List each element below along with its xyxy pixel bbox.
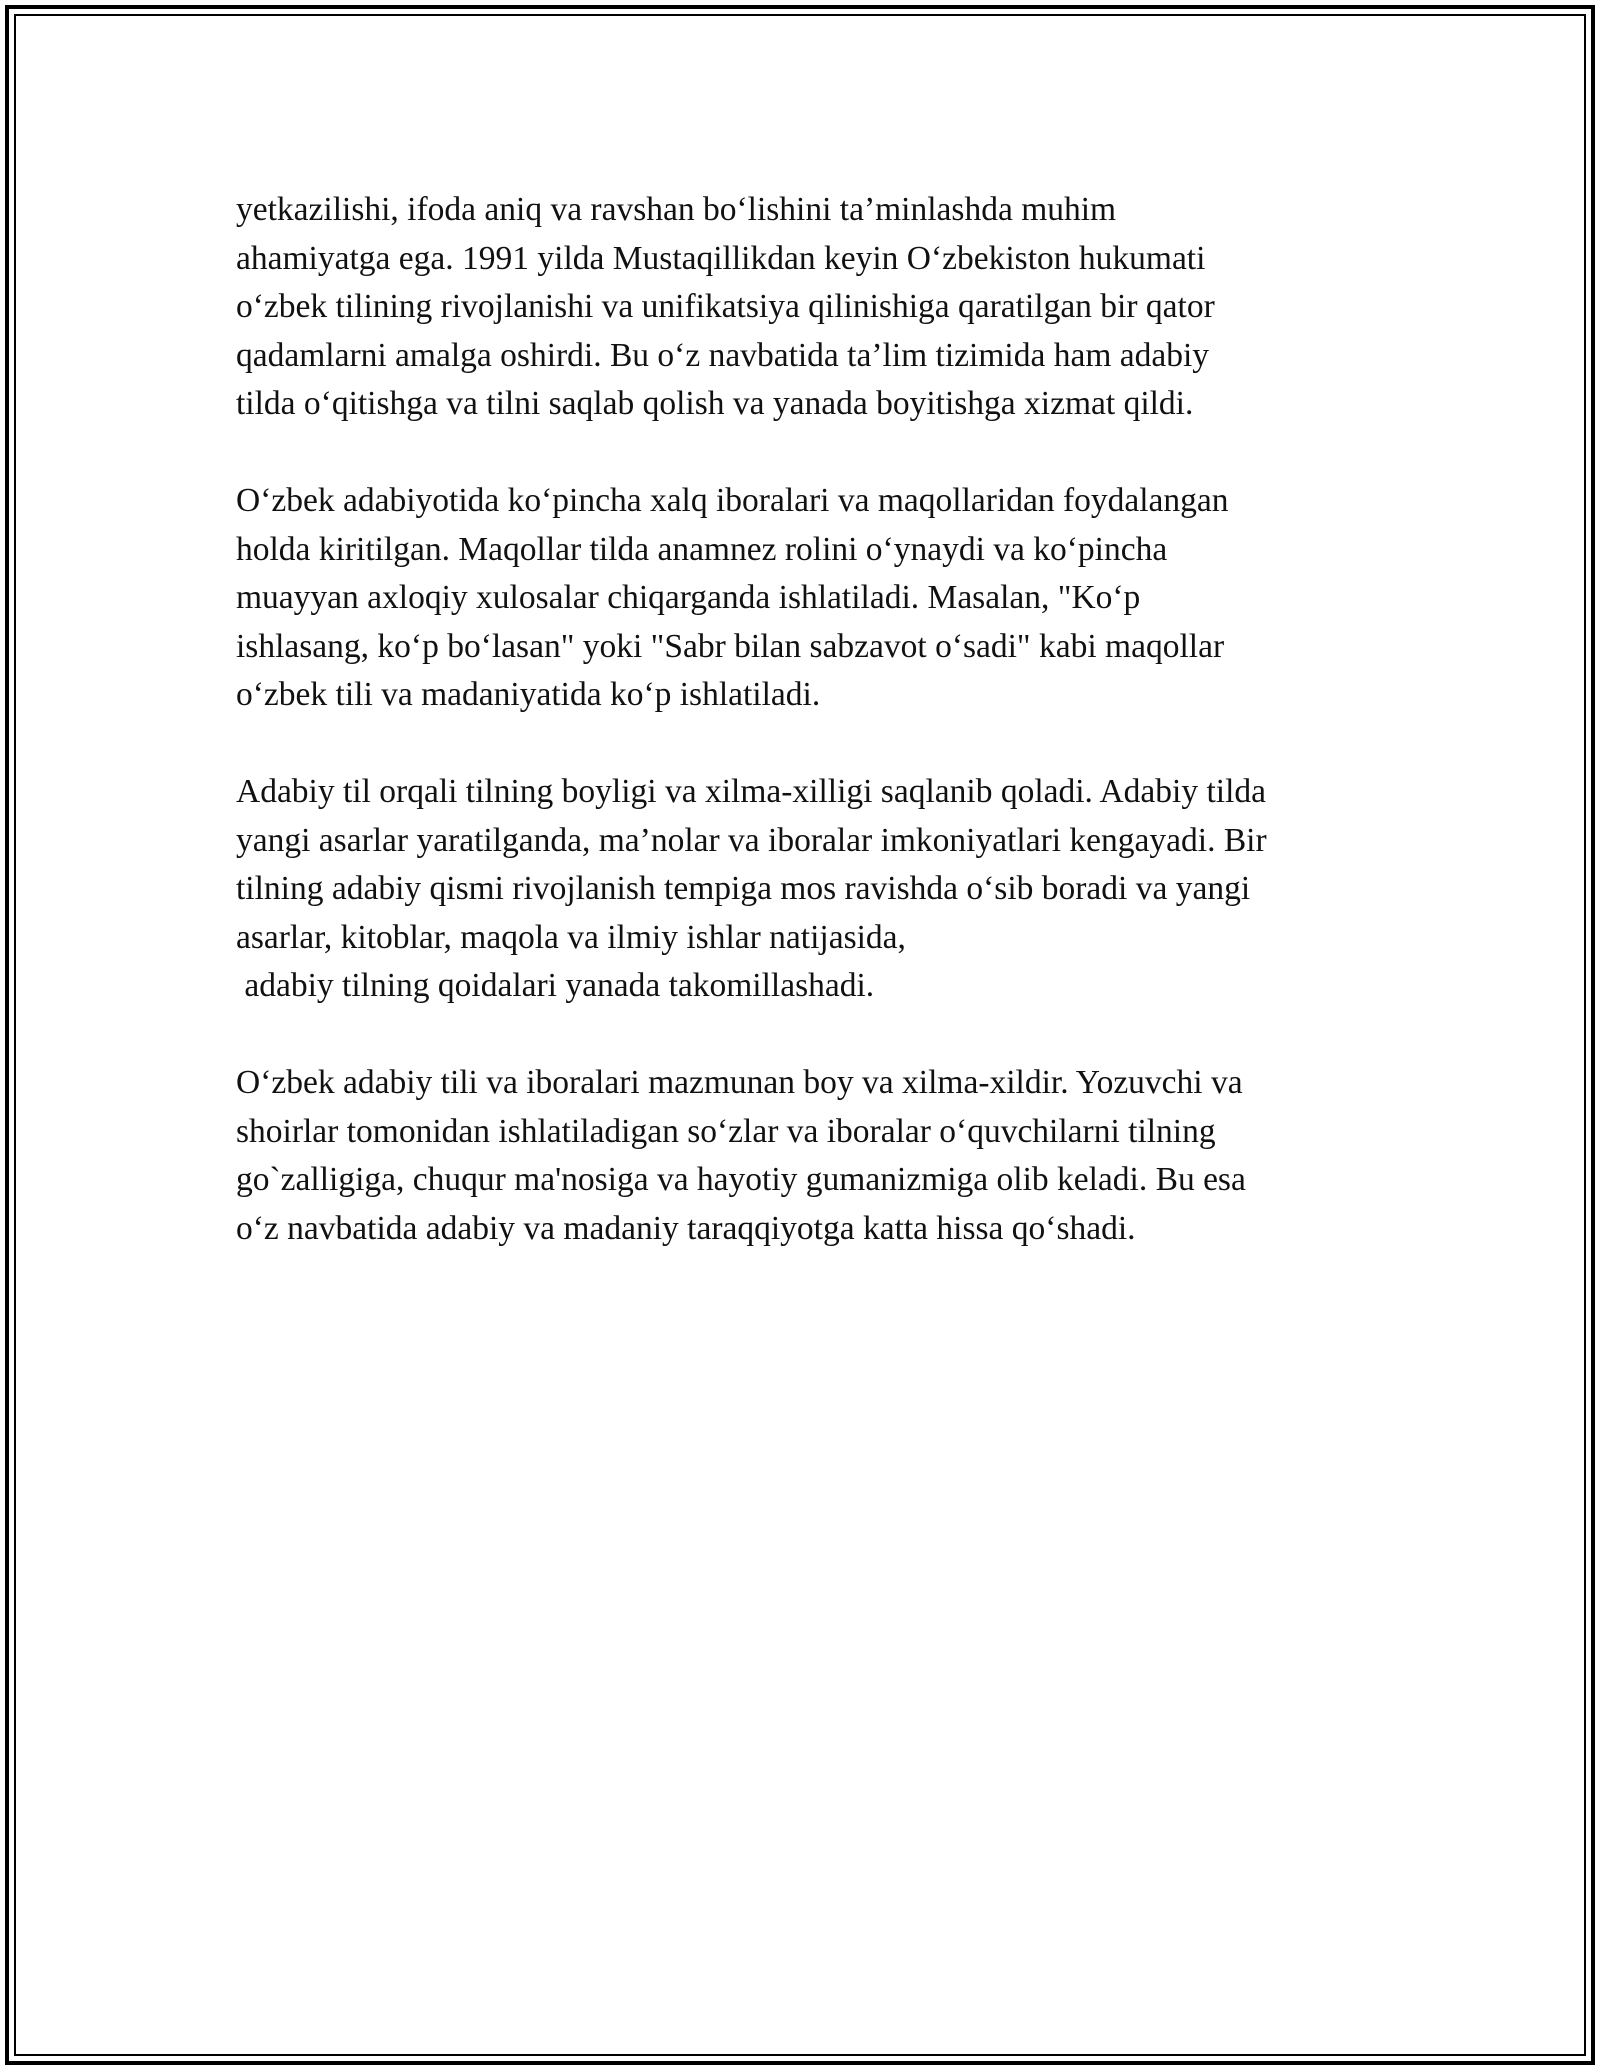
text-line: tilda o‘qitishga va tilni saqlab qolish va yanada boyitishga xizmat qildi. bbox=[236, 385, 1194, 422]
text-line: holda kiritilgan. Maqollar tilda anamnez rolini o‘ynaydi va ko‘pincha bbox=[236, 530, 1168, 568]
paragraph-1 bbox=[236, 186, 1386, 429]
text-line: go`zalligiga, chuqur ma'nosiga va hayotiy gumanizmiga olib keladi. Bu esa bbox=[236, 1161, 1246, 1198]
text-line: ahamiyatga ega. 1991 yilda Mustaqillikdan keyin O‘zbekiston hukumati bbox=[236, 239, 1206, 277]
text-line: O‘zbek adabiy tili va iboralari mazmunan boy va xilma-xildir. Yozuvchi va bbox=[236, 1064, 1243, 1101]
text-line: muayyan axloqiy xulosalar chiqarganda ishlatiladi. Masalan, "Ko‘p bbox=[236, 579, 1141, 616]
text-line: ishlasang, ko‘p bo‘lasan" yoki "Sabr bilan sabzavot o‘sadi" kabi maqollar bbox=[236, 627, 1225, 665]
text-line: yetkazilishi, ifoda aniq va ravshan bo‘lishini ta’minlashda muhim bbox=[236, 191, 1117, 228]
text-line: asarlar, kitoblar, maqola va ilmiy ishlar natijasida, bbox=[236, 918, 906, 956]
text-line: o‘zbek tilining rivojlanishi va unifikatsiya qilinishiga qaratilgan bir qator bbox=[236, 288, 1215, 325]
paragraph-2 bbox=[236, 477, 1386, 720]
text-line: o‘z navbatida adabiy va madaniy taraqqiyotga katta hissa qo‘shadi. bbox=[236, 1209, 1136, 1247]
text-line: tilning adabiy qismi rivojlanish tempiga mos ravishda o‘sib boradi va yangi bbox=[236, 870, 1251, 907]
document-body bbox=[236, 186, 1386, 1302]
text-line: o‘zbek tili va madaniyatida ko‘p ishlatiladi. bbox=[236, 676, 821, 713]
text-line: yangi asarlar yaratilganda, ma’nolar va iboralar imkoniyatlari kengayadi. Bir bbox=[236, 821, 1267, 859]
text-line: shoirlar tomonidan ishlatiladigan so‘zlar va iboralar o‘quvchilarni tilning bbox=[236, 1112, 1216, 1150]
text-line: qadamlarni amalga oshirdi. Bu o‘z navbatida ta’lim tizimida ham adabiy bbox=[236, 336, 1210, 374]
text-line: Adabiy til orqali tilning boyligi va xilma-xilligi saqlanib qoladi. Adabiy tilda bbox=[236, 773, 1266, 810]
paragraph-4 bbox=[236, 1059, 1386, 1253]
text-line: adabiy tilning qoidalari yanada takomillashadi. bbox=[236, 967, 875, 1004]
paragraph-3 bbox=[236, 768, 1386, 1011]
text-line: O‘zbek adabiyotida ko‘pincha xalq iboralari va maqollaridan foydalangan bbox=[236, 482, 1229, 519]
